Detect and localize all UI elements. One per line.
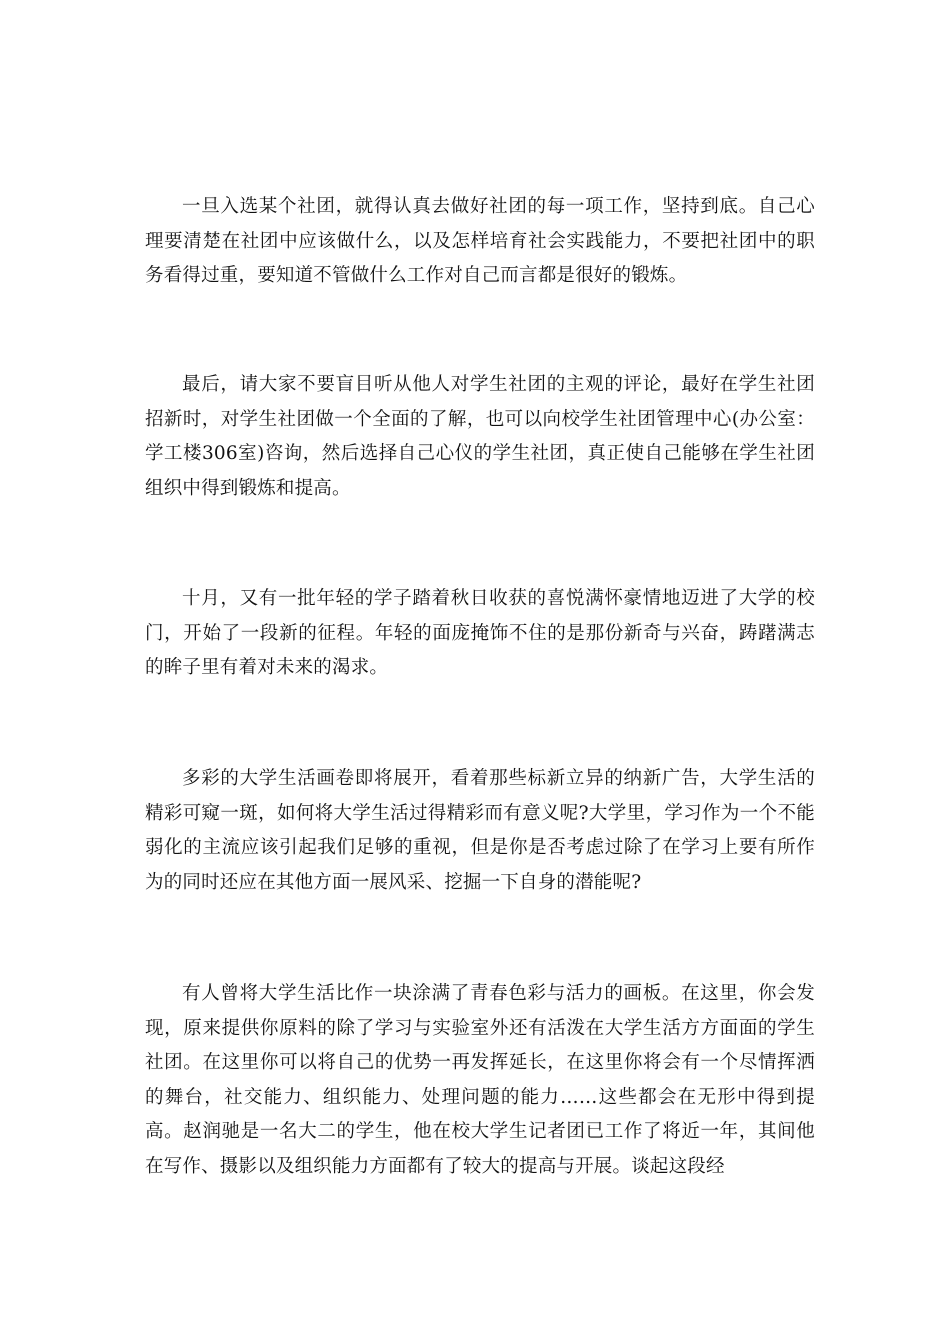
paragraph-october-freshmen: 十月，又有一批年轻的学子踏着秋日收获的喜悦满怀豪情地迈进了大学的校门，开始了一段新的征程。年轻的面庞掩饰不住的是那份新奇与兴奋，踌躇满志的眸子里有着对未来的渴求。 [145,588,815,678]
paragraph-choosing-club: 最后，请大家不要盲目听从他人对学生社团的主观的评论，最好在学生社团招新时，对学生社团做一个全面的了解，也可以向校学生社团管理中心(办公室：学工楼306室)咨询，然后选择自己心仪的学生社团，真正使自己能够在学生社团组织中得到锻炼和提高。 [145,374,815,499]
paragraph-college-life: 多彩的大学生活画卷即将展开，看着那些标新立异的纳新广告，大学生活的精彩可窥一斑，如何将大学生活过得精彩而有意义呢?大学里，学习作为一个不能弱化的主流应该引起我们足够的重视，但是你是否考虑过除了在学习上要有所作为的同时还应在其他方面一展风采、挖掘一下自身的潜能呢? [145,768,815,893]
paragraph-club-commitment: 一旦入选某个社团，就得认真去做好社团的每一项工作，坚持到底。自己心理要清楚在社团中应该做什么，以及怎样培育社会实践能力，不要把社团中的职务看得过重，要知道不管做什么工作对自己而言都是很好的锻炼。 [145,196,815,286]
paragraph-student-clubs: 有人曾将大学生活比作一块涂满了青春色彩与活力的画板。在这里，你会发现，原来提供你原料的除了学习与实验室外还有活泼在大学生活方方面面的学生社团。在这里你可以将自己的优势一再发挥延长，在这里你将会有一个尽情挥洒的舞台，社交能力、组织能力、处理问题的能力……这些都会在无形中得到提高。赵润驰是一名大二的学生，他在校大学生记者团已工作了将近一年，其间他在写作、摄影以及组织能力方面都有了较大的提高与开展。谈起这段经 [145,983,815,1177]
